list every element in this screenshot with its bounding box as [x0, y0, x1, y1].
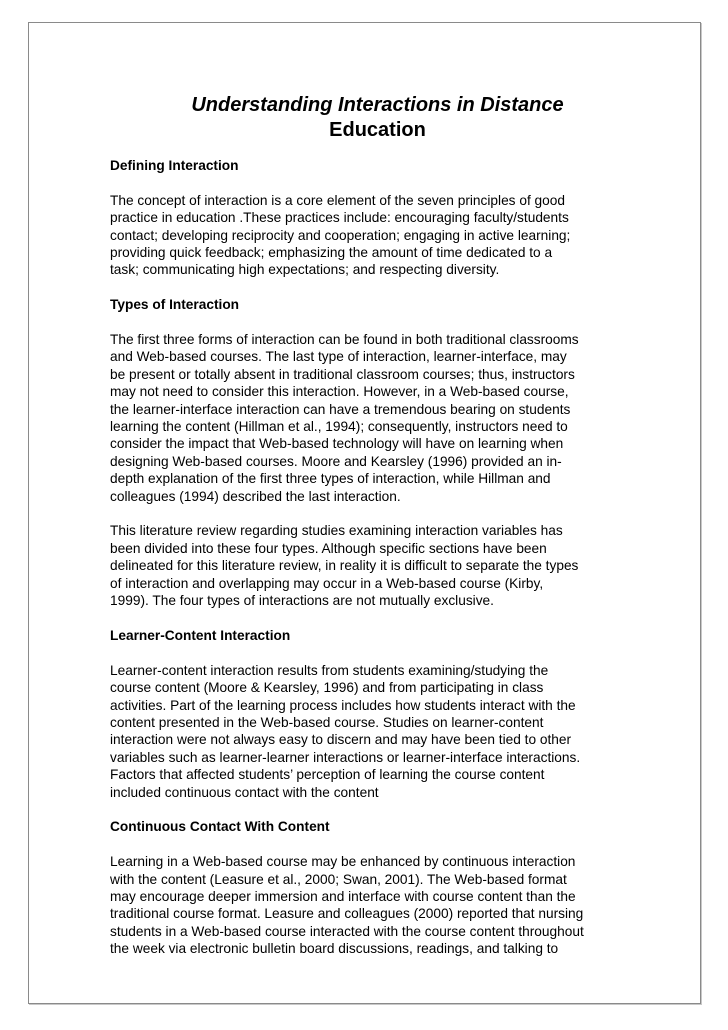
paragraph: The first three forms of interaction can be found in both traditional classrooms and Web-based courses. The last type of interaction, learner-interface, may be present or totally absent in traditional classroom courses; thus, instructors may not need to consider this interaction. However, in a Web-based course, the learner-interface interaction can have a tremendous bearing on students learning the content (Hillman et al., 1994); consequently, instructors need to consider the impact that Web-based technology will have on learning when designing Web-based courses. Moore and Kearsley (1996) provided an in- depth explanation of the first three types of interaction, while Hillman and colleagues (1994) described the last interaction.	[110, 332, 579, 504]
section-heading: Defining Interaction	[110, 158, 239, 173]
title-line-1: Understanding Interactions in Distance	[191, 94, 564, 116]
section-heading: Learner-Content Interaction	[110, 627, 291, 643]
section-continuous-contact	[110, 818, 645, 957]
section-learner-content-interaction	[110, 627, 645, 801]
document-body	[110, 93, 645, 975]
section-types-of-interaction	[110, 296, 645, 609]
page-title	[110, 93, 645, 143]
document-page	[28, 22, 701, 1004]
section-heading: Types of Interaction	[110, 297, 240, 313]
section-heading: Continuous Contact With Content	[110, 819, 330, 835]
paragraph: This literature review regarding studies examining interaction variables has been divided into these four types. Although specific sections have been delineated for this literature review, in reality it is difficult to separate the types of interaction and overlapping may occur in a Web-based course (Kirby, 1999). The four types of interactions are not mutually exclusive.	[110, 523, 579, 609]
paragraph: Learning in a Web-based course may be enhanced by continuous interaction with the content (Leasure et al., 2000; Swan, 2001). The Web-based format may encourage deeper immersion and interface with course content than the traditional course format. Leasure and colleagues (2000) reported that nursing students in a Web-based course interacted with the course content throughout the week via electronic bulletin board discussions, readings, and talking to	[110, 854, 584, 957]
section-defining-interaction	[110, 157, 645, 279]
title-line-2: Education	[329, 119, 426, 141]
paragraph: Learner-content interaction results from students examining/studying the course content (Moore & Kearsley, 1996) and from participating in class activities. Part of the learning process includes how students interact with the content presented in the Web-based course. Studies on learner-content interaction were not always easy to discern and may have been tied to other variables such as learner-learner interactions or learner-interface interactions. Factors that affected students’ perception of learning the course content included continuous contact with the content	[110, 662, 581, 800]
paragraph: The concept of interaction is a core element of the seven principles of good practice in education .These practices include: encouraging faculty/students contact; developing reciprocity and cooperation; engaging in active learning; providing quick feedback; emphasizing the amount of time dedicated to a task; communicating high expectations; and respecting diversity.	[110, 192, 571, 278]
